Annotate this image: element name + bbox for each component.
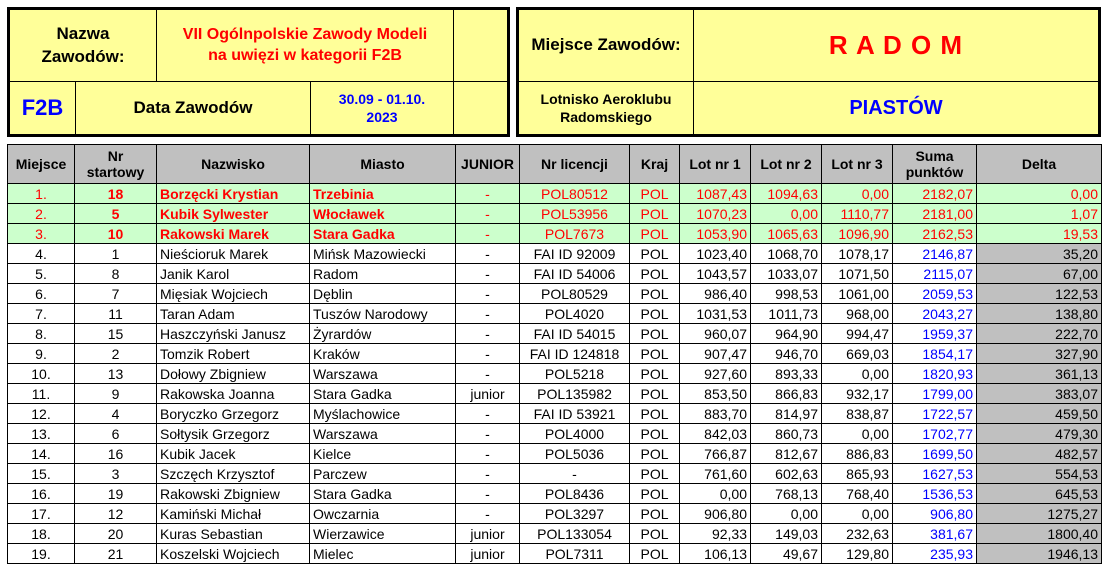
cell-kraj: POL (630, 224, 680, 244)
cell-lot1: 960,07 (680, 324, 751, 344)
cell-licencja: POL3297 (520, 504, 630, 524)
cell-delta: 222,70 (977, 324, 1102, 344)
cell-lot3: 0,00 (822, 364, 893, 384)
cell-delta: 0,00 (977, 184, 1102, 204)
cell-suma: 235,93 (893, 544, 977, 564)
cell-lot1: 1053,90 (680, 224, 751, 244)
cell-junior: - (456, 324, 520, 344)
cell-lot3: 768,40 (822, 484, 893, 504)
cell-junior: - (456, 404, 520, 424)
venue-line2: Radomskiego (560, 109, 652, 125)
cell-lot3: 1078,17 (822, 244, 893, 264)
cell-licencja: POL8436 (520, 484, 630, 504)
col-header-nr: Nr startowy (75, 145, 157, 184)
cell-nr: 16 (75, 444, 157, 464)
cell-delta: 1800,40 (977, 524, 1102, 544)
cell-miejsce: 9. (8, 344, 75, 364)
cell-nr: 10 (75, 224, 157, 244)
header-spacer-cell-2 (453, 81, 508, 135)
cell-nr: 18 (75, 184, 157, 204)
cell-lot3: 1071,50 (822, 264, 893, 284)
cell-lot1: 907,47 (680, 344, 751, 364)
cell-nr: 4 (75, 404, 157, 424)
cell-suma: 1854,17 (893, 344, 977, 364)
data-label: Data Zawodów (133, 97, 253, 117)
cell-miasto: Stara Gadka (310, 484, 456, 504)
cell-lot1: 986,40 (680, 284, 751, 304)
cell-junior: junior (456, 524, 520, 544)
cell-junior: junior (456, 384, 520, 404)
cell-nazwisko: Rakowski Marek (157, 224, 310, 244)
cell-suma: 2059,53 (893, 284, 977, 304)
cell-lot1: 853,50 (680, 384, 751, 404)
cell-miasto: Parczew (310, 464, 456, 484)
col-header-miasto: Miasto (310, 145, 456, 184)
nazwa-line1: VII Ogólnpolskie Zawody Modeli (182, 25, 428, 43)
cell-lot1: 927,60 (680, 364, 751, 384)
table-header-row (8, 145, 1102, 184)
cell-kraj: POL (630, 464, 680, 484)
cell-delta: 67,00 (977, 264, 1102, 284)
cell-junior: - (456, 424, 520, 444)
cell-nr: 7 (75, 284, 157, 304)
cell-miejsce: 19. (8, 544, 75, 564)
cell-licencja: FAI ID 53921 (520, 404, 630, 424)
cell-licencja: FAI ID 124818 (520, 344, 630, 364)
cell-suma: 1959,37 (893, 324, 977, 344)
cell-lot3: 865,93 (822, 464, 893, 484)
venue-name-cell (693, 81, 1099, 135)
venue-name: PIASTÓW (849, 97, 943, 119)
cell-nazwisko: Szczęch Krzysztof (157, 464, 310, 484)
cell-lot3: 994,47 (822, 324, 893, 344)
cell-lot3: 0,00 (822, 504, 893, 524)
cell-miejsce: 7. (8, 304, 75, 324)
col-header-licencja: Nr licencji (520, 145, 630, 184)
cell-lot3: 669,03 (822, 344, 893, 364)
cell-lot3: 0,00 (822, 424, 893, 444)
cell-suma: 1799,00 (893, 384, 977, 404)
cell-kraj: POL (630, 384, 680, 404)
cell-kraj: POL (630, 344, 680, 364)
cell-lot2: 1068,70 (751, 244, 822, 264)
cell-lot2: 602,63 (751, 464, 822, 484)
cell-miejsce: 6. (8, 284, 75, 304)
table-row (8, 504, 1102, 524)
cell-lot2: 946,70 (751, 344, 822, 364)
cell-lot1: 1070,23 (680, 204, 751, 224)
col-header-lot2: Lot nr 2 (751, 145, 822, 184)
cell-lot1: 766,87 (680, 444, 751, 464)
cell-miasto: Stara Gadka (310, 384, 456, 404)
cell-lot1: 1087,43 (680, 184, 751, 204)
table-row (8, 364, 1102, 384)
table-row (8, 344, 1102, 364)
cell-lot3: 1096,90 (822, 224, 893, 244)
cell-kraj: POL (630, 284, 680, 304)
cell-junior: - (456, 204, 520, 224)
venue-cell (518, 81, 694, 135)
cell-delta: 19,53 (977, 224, 1102, 244)
table-row (8, 384, 1102, 404)
date-line1: 30.09 - 01.10. (338, 90, 426, 107)
cell-nr: 1 (75, 244, 157, 264)
cell-miejsce: 18. (8, 524, 75, 544)
cell-suma: 2181,00 (893, 204, 977, 224)
cell-lot2: 149,03 (751, 524, 822, 544)
venue-line1: Lotnisko Aeroklubu (540, 90, 672, 107)
miejsce-label: Miejsce Zawodów: (531, 35, 681, 55)
cell-lot2: 1094,63 (751, 184, 822, 204)
cell-delta: 35,20 (977, 244, 1102, 264)
cell-nr: 19 (75, 484, 157, 504)
cell-delta: 479,30 (977, 424, 1102, 444)
cell-miasto: Warszawa (310, 424, 456, 444)
cell-nazwisko: Tomzik Robert (157, 344, 310, 364)
nazwa-label-cell (9, 9, 157, 82)
cell-miasto: Warszawa (310, 364, 456, 384)
cell-licencja: POL80529 (520, 284, 630, 304)
cell-delta: 459,50 (977, 404, 1102, 424)
col-header-nazwisko: Nazwisko (157, 145, 310, 184)
cell-delta: 327,90 (977, 344, 1102, 364)
cell-junior: - (456, 504, 520, 524)
cell-licencja: POL4020 (520, 304, 630, 324)
cell-suma: 2043,27 (893, 304, 977, 324)
cell-suma: 2146,87 (893, 244, 977, 264)
header-spacer-cell (453, 9, 508, 82)
cell-suma: 2115,07 (893, 264, 977, 284)
cell-kraj: POL (630, 444, 680, 464)
cell-junior: - (456, 284, 520, 304)
col-header-miejsce: Miejsce (8, 145, 75, 184)
cell-suma: 1820,93 (893, 364, 977, 384)
cell-lot1: 906,80 (680, 504, 751, 524)
cell-nazwisko: Kuras Sebastian (157, 524, 310, 544)
cell-licencja: POL7673 (520, 224, 630, 244)
miejsce-label-cell (518, 9, 694, 82)
date-value-cell (310, 81, 454, 135)
cell-lot1: 761,60 (680, 464, 751, 484)
cell-miejsce: 14. (8, 444, 75, 464)
cell-miejsce: 5. (8, 264, 75, 284)
cell-lot1: 106,13 (680, 544, 751, 564)
cell-junior: - (456, 464, 520, 484)
cell-kraj: POL (630, 324, 680, 344)
cell-miasto: Kielce (310, 444, 456, 464)
cell-nr: 2 (75, 344, 157, 364)
cell-licencja: POL135982 (520, 384, 630, 404)
cell-lot2: 1011,73 (751, 304, 822, 324)
cell-kraj: POL (630, 544, 680, 564)
cell-licencja: POL5036 (520, 444, 630, 464)
cell-lot2: 998,53 (751, 284, 822, 304)
cell-miejsce: 3. (8, 224, 75, 244)
cell-miasto: Radom (310, 264, 456, 284)
cell-lot1: 883,70 (680, 404, 751, 424)
cell-lot2: 893,33 (751, 364, 822, 384)
table-row (8, 324, 1102, 344)
cell-kraj: POL (630, 424, 680, 444)
cell-miasto: Kraków (310, 344, 456, 364)
table-row (8, 484, 1102, 504)
col-header-lot3: Lot nr 3 (822, 145, 893, 184)
cell-nr: 20 (75, 524, 157, 544)
cell-lot3: 968,00 (822, 304, 893, 324)
cell-delta: 361,13 (977, 364, 1102, 384)
cell-delta: 482,57 (977, 444, 1102, 464)
cell-nazwisko: Janik Karol (157, 264, 310, 284)
cell-suma: 1699,50 (893, 444, 977, 464)
cell-miasto: Owczarnia (310, 504, 456, 524)
nazwa-value-cell (156, 9, 454, 82)
cell-nazwisko: Kubik Jacek (157, 444, 310, 464)
cell-licencja: POL5218 (520, 364, 630, 384)
cell-lot1: 1043,57 (680, 264, 751, 284)
col-header-suma: Suma punktów (893, 145, 977, 184)
cell-junior: - (456, 264, 520, 284)
nazwa-label: Nazwa Zawodów: (41, 24, 125, 66)
table-row (8, 204, 1102, 224)
table-row (8, 224, 1102, 244)
date-line2: 2023 (366, 109, 398, 125)
table-row (8, 444, 1102, 464)
cell-licencja: POL4000 (520, 424, 630, 444)
table-row (8, 304, 1102, 324)
cell-junior: - (456, 184, 520, 204)
cell-lot2: 812,67 (751, 444, 822, 464)
cell-lot2: 768,13 (751, 484, 822, 504)
cell-suma: 2162,53 (893, 224, 977, 244)
results-body (8, 184, 1102, 564)
cell-junior: - (456, 244, 520, 264)
cell-miasto: Mielec (310, 544, 456, 564)
table-row (8, 424, 1102, 444)
city-name: R A D O M (828, 29, 964, 60)
table-row (8, 404, 1102, 424)
cell-nazwisko: Kamiński Michał (157, 504, 310, 524)
cell-nr: 8 (75, 264, 157, 284)
category-cell (9, 81, 76, 135)
cell-lot1: 0,00 (680, 484, 751, 504)
col-header-delta: Delta (977, 145, 1102, 184)
cell-licencja: FAI ID 54015 (520, 324, 630, 344)
city-cell (693, 9, 1099, 82)
cell-miejsce: 13. (8, 424, 75, 444)
cell-nr: 3 (75, 464, 157, 484)
cell-miejsce: 8. (8, 324, 75, 344)
cell-lot1: 1023,40 (680, 244, 751, 264)
cell-lot3: 838,87 (822, 404, 893, 424)
cell-junior: - (456, 344, 520, 364)
cell-miejsce: 4. (8, 244, 75, 264)
cell-lot2: 860,73 (751, 424, 822, 444)
cell-nr: 6 (75, 424, 157, 444)
cell-lot2: 964,90 (751, 324, 822, 344)
table-row (8, 544, 1102, 564)
cell-delta: 138,80 (977, 304, 1102, 324)
results-table (7, 144, 1102, 564)
cell-licencja: POL80512 (520, 184, 630, 204)
cell-miasto: Trzebinia (310, 184, 456, 204)
cell-miasto: Tuszów Narodowy (310, 304, 456, 324)
cell-nr: 12 (75, 504, 157, 524)
cell-miejsce: 2. (8, 204, 75, 224)
cell-nazwisko: Borzęcki Krystian (157, 184, 310, 204)
cell-junior: - (456, 224, 520, 244)
cell-nazwisko: Sołtysik Grzegorz (157, 424, 310, 444)
cell-lot2: 49,67 (751, 544, 822, 564)
cell-kraj: POL (630, 364, 680, 384)
cell-lot3: 129,80 (822, 544, 893, 564)
col-header-kraj: Kraj (630, 145, 680, 184)
cell-nazwisko: Rakowska Joanna (157, 384, 310, 404)
cell-lot1: 92,33 (680, 524, 751, 544)
cell-lot1: 1031,53 (680, 304, 751, 324)
cell-nazwisko: Boryczko Grzegorz (157, 404, 310, 424)
cell-licencja: POL133054 (520, 524, 630, 544)
data-label-cell (75, 81, 311, 135)
cell-lot3: 1110,77 (822, 204, 893, 224)
cell-nazwisko: Koszelski Wojciech (157, 544, 310, 564)
table-row (8, 184, 1102, 204)
cell-delta: 1275,27 (977, 504, 1102, 524)
cell-nr: 11 (75, 304, 157, 324)
cell-suma: 2182,07 (893, 184, 977, 204)
cell-nr: 13 (75, 364, 157, 384)
cell-miejsce: 12. (8, 404, 75, 424)
cell-miasto: Stara Gadka (310, 224, 456, 244)
table-row (8, 464, 1102, 484)
cell-miejsce: 16. (8, 484, 75, 504)
cell-kraj: POL (630, 244, 680, 264)
table-row (8, 524, 1102, 544)
cell-miasto: Wierzawice (310, 524, 456, 544)
cell-delta: 122,53 (977, 284, 1102, 304)
cell-miasto: Dęblin (310, 284, 456, 304)
cell-nazwisko: Taran Adam (157, 304, 310, 324)
cell-nr: 5 (75, 204, 157, 224)
cell-suma: 1536,53 (893, 484, 977, 504)
cell-miejsce: 1. (8, 184, 75, 204)
cell-licencja: FAI ID 92009 (520, 244, 630, 264)
cell-lot3: 886,83 (822, 444, 893, 464)
cell-licencja: POL53956 (520, 204, 630, 224)
cell-delta: 383,07 (977, 384, 1102, 404)
cell-lot3: 1061,00 (822, 284, 893, 304)
cell-nazwisko: Mięsiak Wojciech (157, 284, 310, 304)
cell-lot3: 232,63 (822, 524, 893, 544)
cell-delta: 1,07 (977, 204, 1102, 224)
cell-licencja: - (520, 464, 630, 484)
cell-suma: 1627,53 (893, 464, 977, 484)
cell-lot2: 1033,07 (751, 264, 822, 284)
cell-junior: - (456, 304, 520, 324)
cell-junior: - (456, 484, 520, 504)
nazwa-line2: na uwięzi w kategorii F2B (208, 46, 402, 64)
cell-miasto: Myślachowice (310, 404, 456, 424)
cell-delta: 554,53 (977, 464, 1102, 484)
category-label: F2B (21, 94, 64, 120)
cell-nazwisko: Dołowy Zbigniew (157, 364, 310, 384)
cell-lot2: 866,83 (751, 384, 822, 404)
cell-kraj: POL (630, 204, 680, 224)
cell-kraj: POL (630, 504, 680, 524)
cell-kraj: POL (630, 184, 680, 204)
cell-lot3: 0,00 (822, 184, 893, 204)
col-header-junior: JUNIOR (456, 145, 520, 184)
table-row (8, 264, 1102, 284)
cell-kraj: POL (630, 484, 680, 504)
col-header-lot1: Lot nr 1 (680, 145, 751, 184)
cell-junior: - (456, 364, 520, 384)
cell-junior: - (456, 444, 520, 464)
cell-kraj: POL (630, 524, 680, 544)
cell-miejsce: 10. (8, 364, 75, 384)
cell-suma: 381,67 (893, 524, 977, 544)
cell-nazwisko: Nieścioruk Marek (157, 244, 310, 264)
cell-kraj: POL (630, 264, 680, 284)
cell-lot2: 0,00 (751, 204, 822, 224)
table-row (8, 244, 1102, 264)
cell-nr: 21 (75, 544, 157, 564)
table-row (8, 284, 1102, 304)
cell-junior: junior (456, 544, 520, 564)
cell-miasto: Mińsk Mazowiecki (310, 244, 456, 264)
cell-delta: 645,53 (977, 484, 1102, 504)
cell-lot2: 814,97 (751, 404, 822, 424)
cell-nazwisko: Kubik Sylwester (157, 204, 310, 224)
cell-suma: 1702,77 (893, 424, 977, 444)
cell-miejsce: 15. (8, 464, 75, 484)
cell-miasto: Żyrardów (310, 324, 456, 344)
cell-kraj: POL (630, 404, 680, 424)
cell-lot1: 842,03 (680, 424, 751, 444)
cell-miejsce: 17. (8, 504, 75, 524)
cell-suma: 906,80 (893, 504, 977, 524)
cell-licencja: FAI ID 54006 (520, 264, 630, 284)
cell-kraj: POL (630, 304, 680, 324)
cell-nazwisko: Rakowski Zbigniew (157, 484, 310, 504)
cell-nr: 15 (75, 324, 157, 344)
cell-miejsce: 11. (8, 384, 75, 404)
cell-licencja: POL7311 (520, 544, 630, 564)
cell-nazwisko: Haszczyński Janusz (157, 324, 310, 344)
cell-lot3: 932,17 (822, 384, 893, 404)
cell-nr: 9 (75, 384, 157, 404)
cell-suma: 1722,57 (893, 404, 977, 424)
cell-lot2: 0,00 (751, 504, 822, 524)
cell-lot2: 1065,63 (751, 224, 822, 244)
cell-delta: 1946,13 (977, 544, 1102, 564)
cell-miasto: Włocławek (310, 204, 456, 224)
